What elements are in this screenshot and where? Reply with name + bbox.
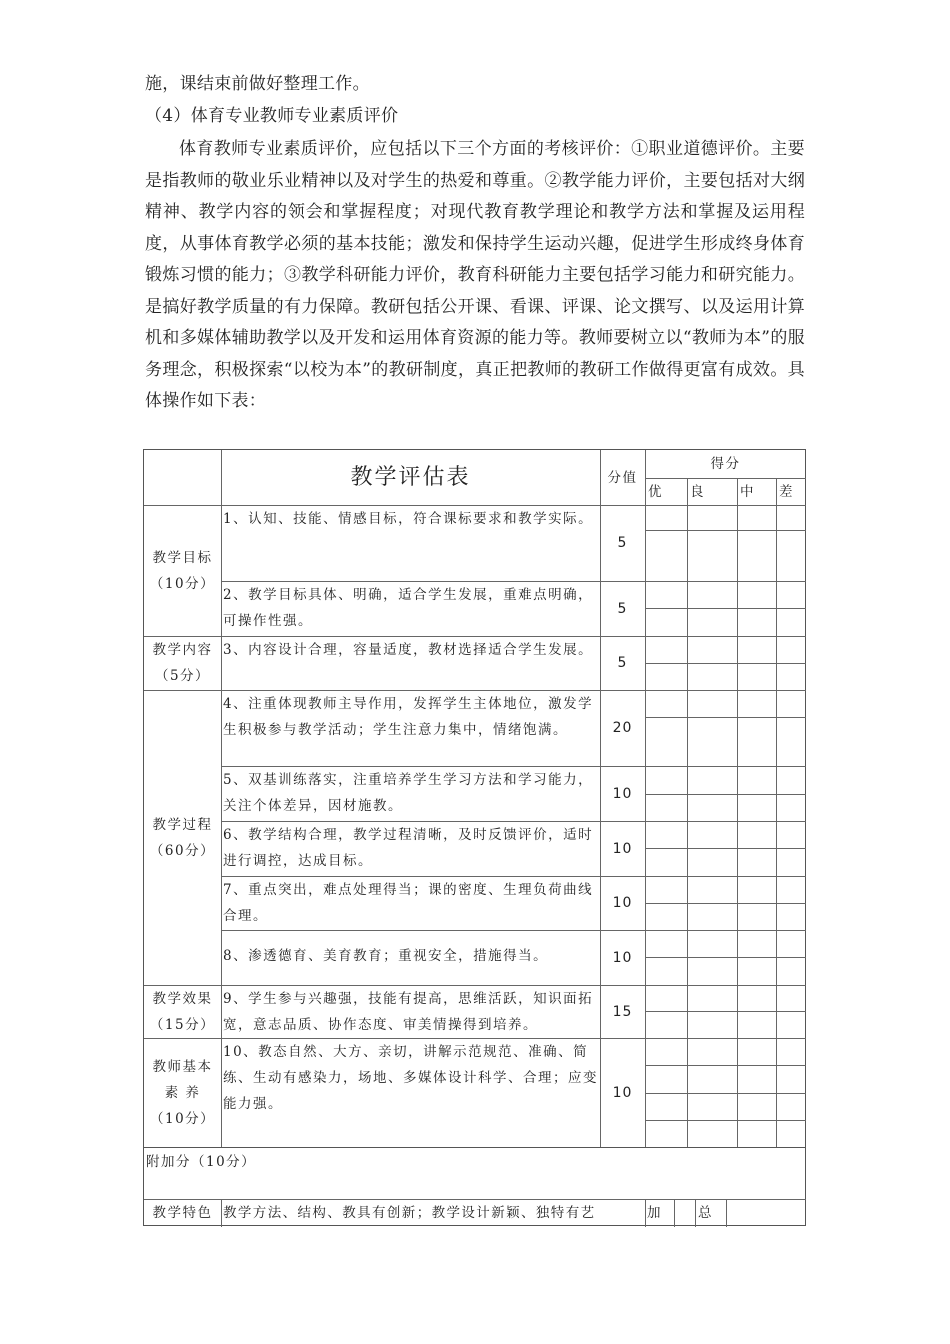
category-content: 教学内容（5分）: [152, 642, 213, 684]
item-score: 10: [612, 895, 633, 911]
item-text: 5、双基训练落实，注重培养学生学习方法和学习能力，关注个体差异，因材施教。: [223, 772, 594, 814]
bonus-label: 附加分（10分）: [146, 1154, 257, 1170]
score-header: 分值: [607, 469, 638, 486]
item-text: 2、教学目标具体、明确，适合学生发展，重难点明确，可操作性强。: [223, 587, 594, 629]
category-goal: 教学目标（10分）: [149, 549, 216, 592]
category-process: 教学过程（60分）: [149, 816, 216, 859]
table-title: 教学评估表: [350, 464, 471, 490]
item-text: 6、教学结构合理，教学过程清晰，及时反馈评价，适时进行调控，达成目标。: [223, 827, 594, 869]
feature-text: 教学方法、结构、教具有创新；教学设计新颖、独特有艺: [223, 1205, 596, 1221]
item-score: 5: [617, 600, 628, 617]
grade-excellent: 优: [648, 484, 663, 500]
grade-poor: 差: [779, 484, 794, 500]
item-score: 20: [612, 720, 633, 736]
paragraph-heading: （4）体育专业教师专业素质评价: [145, 106, 399, 126]
add-label: 加: [647, 1205, 662, 1221]
item-score: 5: [617, 535, 628, 551]
paragraph-1: 施，课结束前做好整理工作。: [145, 74, 370, 94]
item-text: 10、教态自然、大方、亲切，讲解示范规范、准确、简练、生动有感染力，场地、多媒体设计科学、合理；应变能力强。: [223, 1044, 598, 1112]
item-score: 10: [612, 1084, 633, 1101]
grade-good: 良: [690, 484, 705, 500]
item-text: 9、学生参与兴趣强，技能有提高，思维活跃，知识面拓宽，意志品质、协作态度、审美情操得到培养。: [223, 991, 594, 1033]
category-effect: 教学效果（15分）: [149, 990, 216, 1033]
item-text: 1、认知、技能、情感目标，符合课标要求和教学实际。: [223, 511, 594, 527]
feature-label: 教学特色: [152, 1205, 213, 1221]
item-text: 7、重点突出，难点处理得当；课的密度、生理负荷曲线合理。: [223, 882, 594, 924]
item-score: 10: [612, 949, 633, 966]
grade-medium: 中: [740, 484, 755, 500]
category-teacher: 教师基本素 养（10分）: [150, 1058, 216, 1127]
grade-header: 得分: [710, 456, 741, 472]
item-score: 15: [612, 1003, 633, 1020]
item-text: 3、内容设计合理，容量适度，教材选择适合学生发展。: [223, 642, 594, 658]
item-score: 10: [612, 785, 633, 802]
item-text: 8、渗透德育、美育教育；重视安全，措施得当。: [223, 948, 549, 964]
evaluation-table: [143, 449, 806, 1226]
item-text: 4、注重体现教师主导作用，发挥学生主体地位，激发学生积极参与教学活动；学生注意力集中，情绪饱满。: [223, 696, 594, 738]
paragraph-body: 体育教师专业素质评价，应包括以下三个方面的考核评价：①职业道德评价。主要是指教师的敬业乐业精神以及对学生的热爱和尊重。②教学能力评价，主要包括对大纲精神、教学内容的领会和掌握程度；对现代教育教学理论和教学方法和掌握及运用程度，从事体育教学必须的基本技能；激发和保持学生运动兴趣，促进学生形成终身体育锻炼习惯的能力；③教学科研能力评价，教育科研能力主要包括学习能力和研究能力。是搞好教学质量的有力保障。教研包括公开课、看课、评课、论文撰写、以及运用计算机和多媒体辅助教学以及开发和运用体育资源的能力等。教师要树立以“教师为本”的服务理念，积极探索“以校为本”的教研制度，真正把教师的教研工作做得更富有成效。具体操作如下表：: [145, 139, 805, 411]
total-label: 总: [698, 1205, 713, 1221]
item-score: 10: [612, 840, 633, 857]
item-score: 5: [617, 655, 628, 671]
